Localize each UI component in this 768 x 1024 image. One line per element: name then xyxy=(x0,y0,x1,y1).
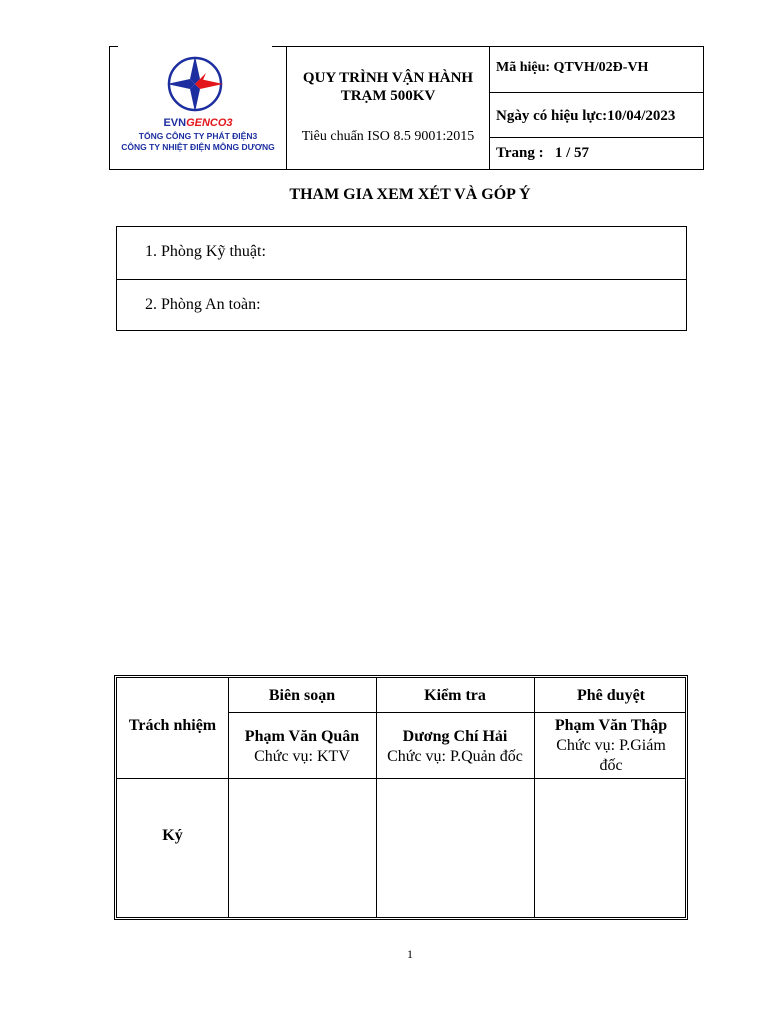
checked-by-position: Chức vụ: P.Quản đốc xyxy=(387,748,523,765)
info-cell xyxy=(490,47,703,169)
checked-by-name: Dương Chí Hải xyxy=(402,728,508,745)
prepared-by xyxy=(228,727,376,767)
page-indicator: Trang : 1 / 57 xyxy=(496,145,590,161)
approved-by-name: Phạm Văn Thập xyxy=(554,717,668,734)
column-heading-prepared: Biên soạn xyxy=(268,687,336,704)
checked-by xyxy=(376,727,534,767)
review-table xyxy=(116,226,687,331)
column-heading-approved: Phê duyệt xyxy=(577,687,645,704)
effective-date: Ngày có hiệu lực:10/04/2023 xyxy=(496,108,676,124)
document-code: Mã hiệu: QTVH/02Đ-VH xyxy=(496,60,649,75)
logo-cell xyxy=(110,47,286,169)
page-number: 1 xyxy=(407,947,413,961)
signature-table xyxy=(114,675,688,920)
row-label-responsibility: Trách nhiệm xyxy=(128,717,217,734)
row-label-sign: Ký xyxy=(162,827,183,844)
procedure-title: QUY TRÌNH VẬN HÀNH TRẠM 500KV xyxy=(302,70,474,104)
logo-corporation-line: TỔNG CÔNG TY PHÁT ĐIỆN3 xyxy=(138,131,258,141)
section-title: THAM GIA XEM XÉT VÀ GÓP Ý xyxy=(289,186,531,203)
logo-brand: EVNGENCO3 xyxy=(163,117,233,129)
prepared-by-name: Phạm Văn Quân xyxy=(244,728,360,745)
prepared-by-position: Chức vụ: KTV xyxy=(254,748,350,765)
review-item-safety: 2. Phòng An toàn: xyxy=(145,296,261,313)
iso-standard: Tiêu chuẩn ISO 8.5 9001:2015 xyxy=(301,129,475,144)
column-heading-checked: Kiểm tra xyxy=(424,687,486,704)
document-header xyxy=(109,46,704,170)
approved-by-position-line2: đốc xyxy=(599,757,623,774)
logo-company-line: CÔNG TY NHIỆT ĐIỆN MÔNG DƯƠNG xyxy=(121,142,275,152)
title-cell xyxy=(286,47,490,169)
evn-logo-icon xyxy=(162,53,228,115)
review-item-technical: 1. Phòng Kỹ thuật: xyxy=(117,227,686,280)
approved-by-position-line1: Chức vụ: P.Giám xyxy=(556,737,666,754)
approved-by xyxy=(534,716,688,776)
